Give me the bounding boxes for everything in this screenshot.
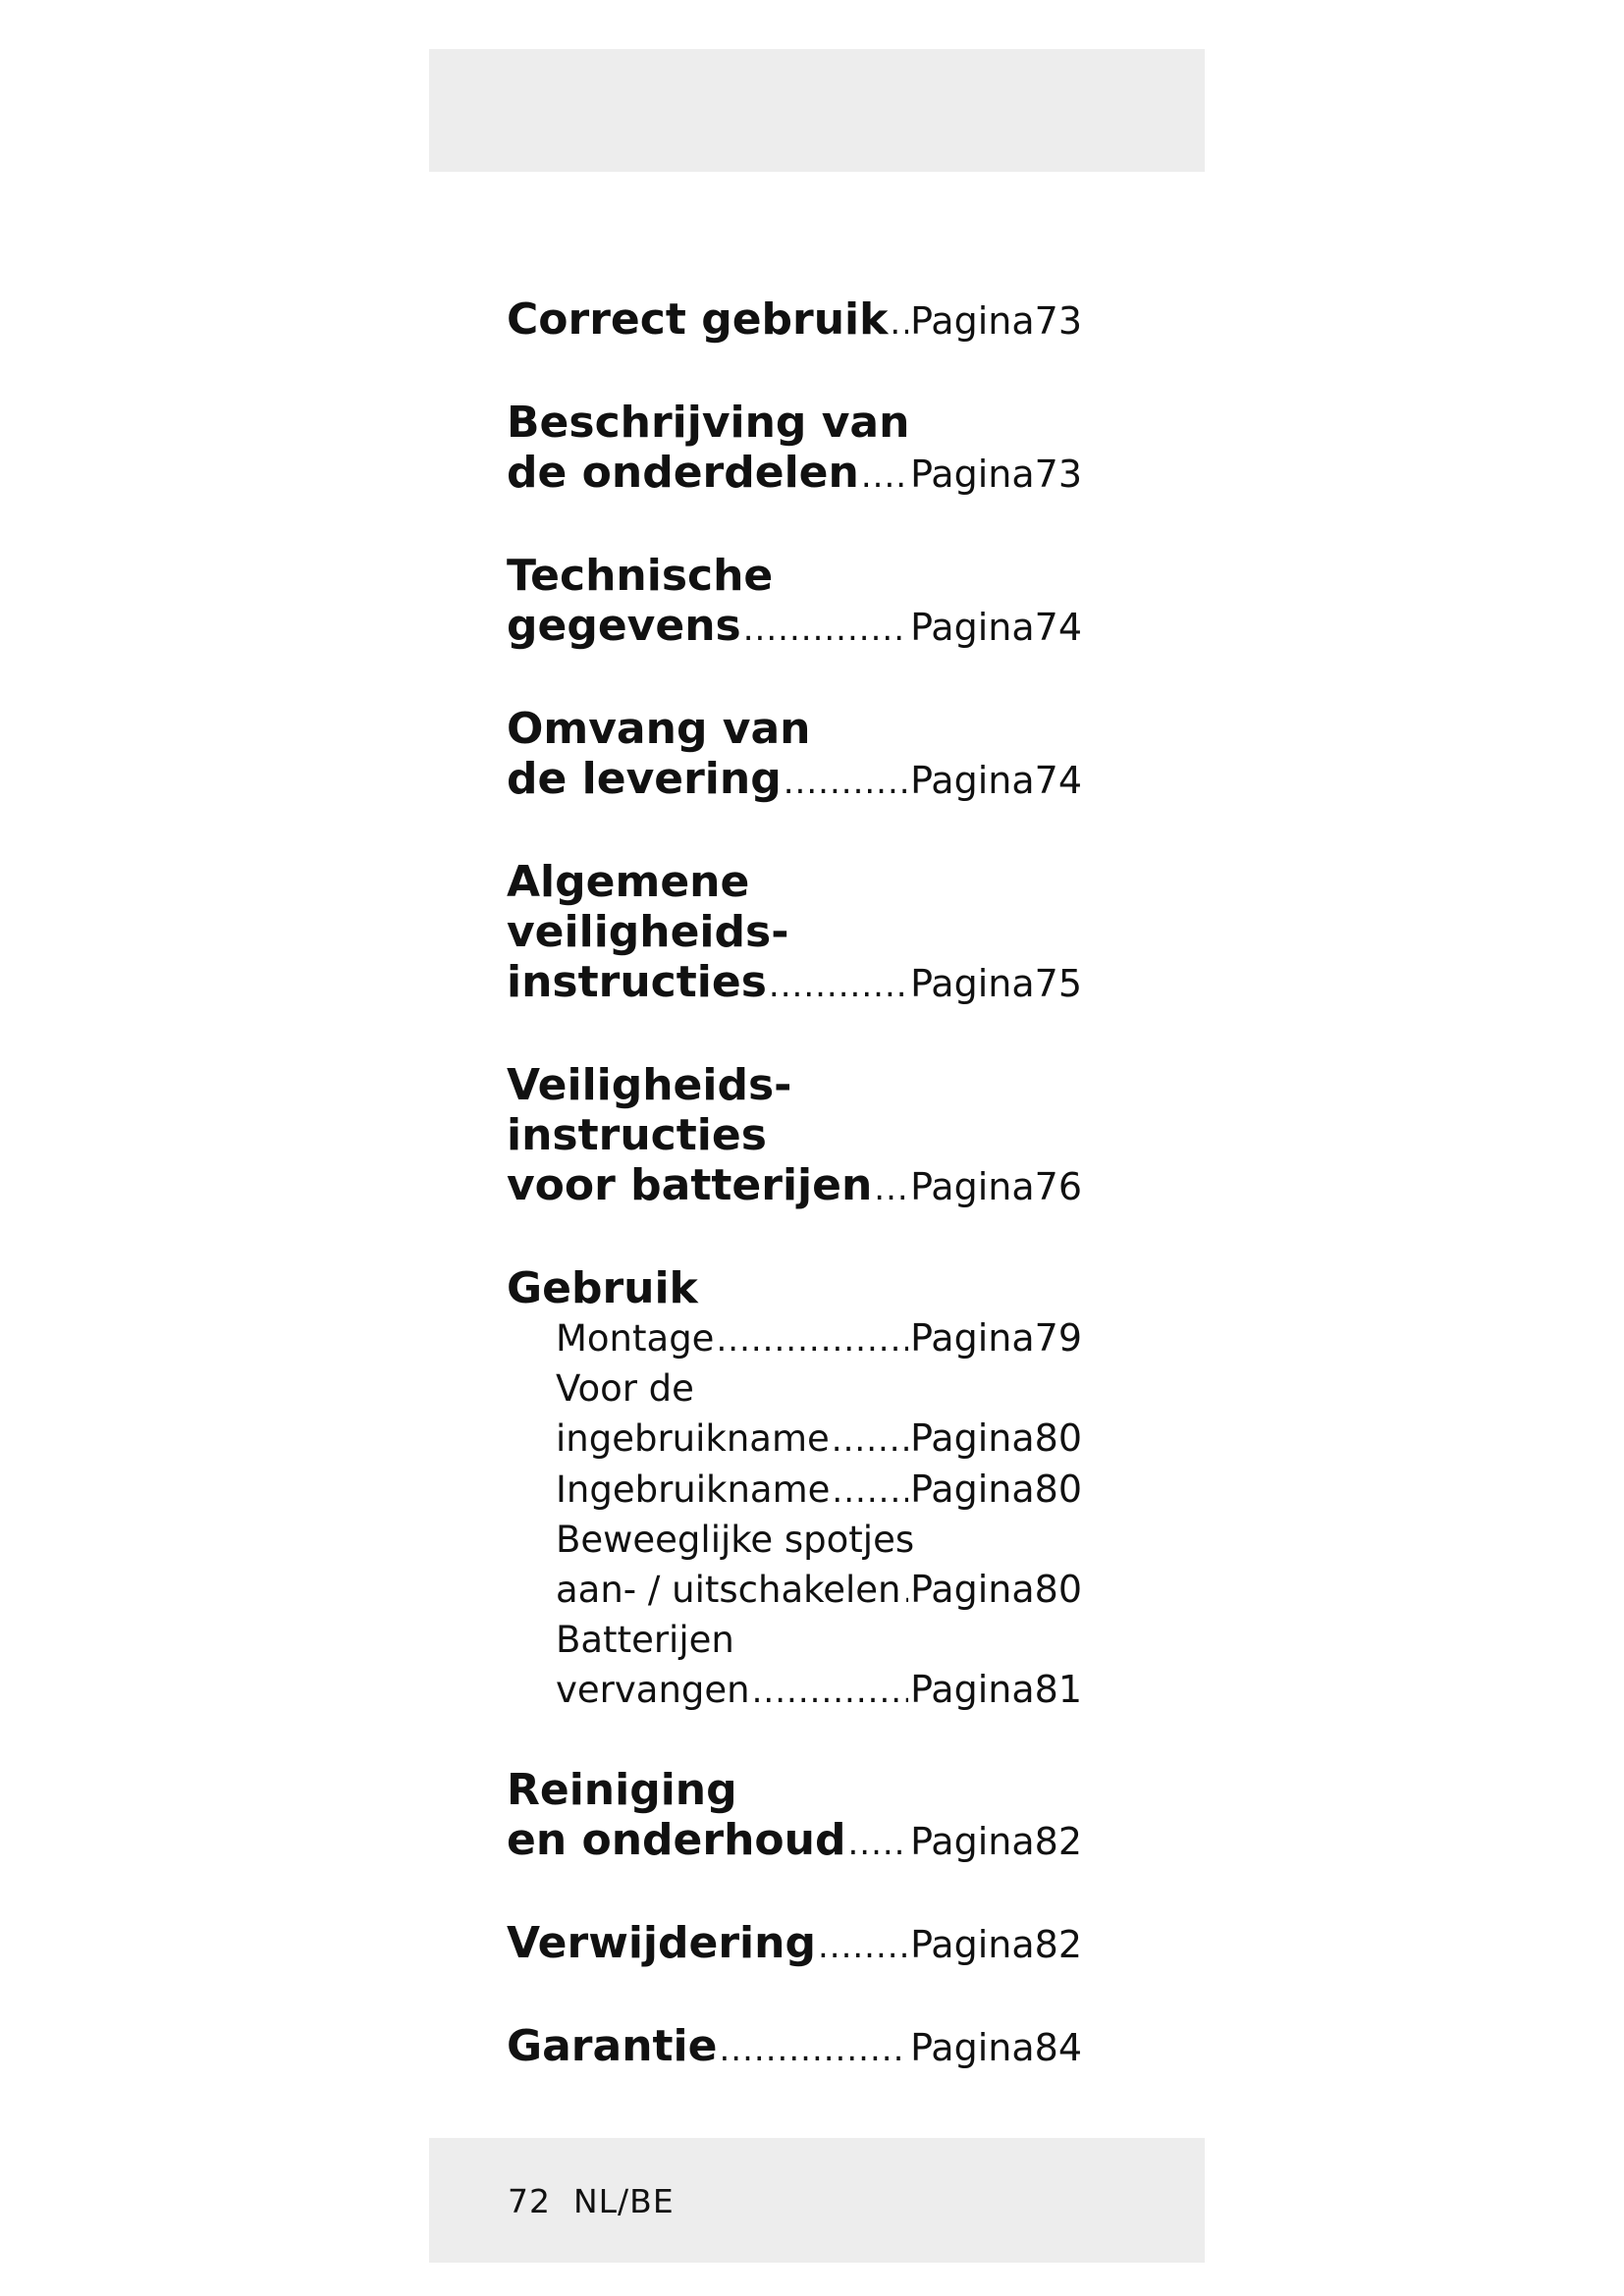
toc-subentry-line (556, 1616, 1082, 1665)
toc-subentry (556, 1616, 1082, 1716)
toc-entry (507, 704, 1082, 808)
toc-entry-title: voor batterijen (507, 1160, 873, 1210)
toc-entry-line (507, 754, 1082, 808)
toc-subentry-line (556, 1364, 1082, 1414)
toc-entry-line (507, 704, 1082, 754)
toc-entry-line (507, 1060, 1082, 1110)
toc-entry-line (507, 1765, 1082, 1815)
toc-entry-title: Correct gebruik (507, 294, 889, 345)
toc-entry (507, 1765, 1082, 1869)
toc-subentry (556, 1516, 1082, 1616)
page-number: 79 (1034, 1316, 1082, 1360)
dot-leader (874, 1164, 908, 1214)
toc-entry-line (507, 1815, 1082, 1869)
toc-entry-title: Gebruik (507, 1263, 698, 1313)
page-label: Pagina (910, 759, 1035, 802)
toc-entry-title: Reiniging (507, 1765, 737, 1815)
page-label: Pagina (910, 453, 1035, 496)
toc-subentry-title: Montage (556, 1317, 715, 1360)
toc-entry-line (507, 2021, 1082, 2075)
dot-leader (784, 758, 908, 808)
page-number: 76 (1034, 1165, 1082, 1208)
toc-subentry-line (556, 1414, 1082, 1465)
toc-entry-line (507, 1263, 1082, 1313)
page-number: 82 (1034, 1923, 1082, 1966)
dot-leader (861, 452, 908, 502)
page-number: 82 (1034, 1820, 1082, 1863)
toc-entry (507, 1263, 1082, 1716)
toc-subentry (556, 1465, 1082, 1516)
toc-entry-title: Omvang van (507, 704, 811, 754)
toc-entry-line (507, 551, 1082, 601)
toc-subentry-title: aan- / uitschakelen (556, 1569, 901, 1611)
toc-subentry-line (556, 1665, 1082, 1716)
toc-entry (507, 294, 1082, 348)
page-label: Pagina (910, 606, 1035, 649)
toc-entry-title: Veiligheids- (507, 1060, 792, 1110)
toc-entry-line (507, 1918, 1082, 1972)
toc-subentry-line (556, 1565, 1082, 1616)
toc-subentry-title: Batterijen (556, 1619, 734, 1661)
toc-entry-line (507, 1160, 1082, 1214)
toc-entry-title: Garantie (507, 2021, 718, 2071)
dot-leader (743, 605, 908, 655)
page-number: 73 (1034, 453, 1082, 496)
dot-leader (890, 298, 908, 348)
toc-entry (507, 398, 1082, 502)
dot-leader (832, 1467, 908, 1516)
page-number: 74 (1034, 759, 1082, 802)
toc-entry-title: veiligheids- (507, 907, 789, 957)
page-label: Pagina (910, 1668, 1035, 1711)
toc-entry (507, 1918, 1082, 1972)
toc-subentry-title: vervangen (556, 1669, 750, 1711)
footer-page-number: 72 (508, 2182, 551, 2220)
page-label: Pagina (910, 1468, 1035, 1511)
toc-entry-line (507, 957, 1082, 1011)
toc-subentry-title: Beweeglijke spotjes (556, 1519, 915, 1561)
dot-leader (769, 961, 908, 1011)
toc-entry-title: de onderdelen (507, 448, 859, 498)
page-label: Pagina (910, 2026, 1035, 2069)
toc-subentry-title: ingebruikname (556, 1417, 830, 1460)
page-number: 80 (1034, 1468, 1082, 1511)
dot-leader (752, 1667, 909, 1716)
page-label: Pagina (910, 1416, 1035, 1460)
dot-leader (719, 2025, 908, 2075)
dot-leader (832, 1415, 908, 1465)
toc-entry-title: instructies (507, 1110, 767, 1160)
page-label: Pagina (910, 1820, 1035, 1863)
toc-entry-title: gegevens (507, 601, 741, 651)
page-number: 81 (1034, 1668, 1082, 1711)
page-label: Pagina (910, 299, 1035, 343)
dot-leader (847, 1819, 908, 1869)
footer-band (429, 2138, 1205, 2263)
toc-entry-line (507, 857, 1082, 907)
toc-subentry-line (556, 1516, 1082, 1565)
header-band (429, 49, 1205, 172)
page-number: 80 (1034, 1416, 1082, 1460)
page-label: Pagina (910, 1316, 1035, 1360)
toc-subentry-title: Voor de (556, 1367, 694, 1410)
toc-subentry (556, 1313, 1082, 1364)
page-label: Pagina (910, 962, 1035, 1005)
toc-entry (507, 1060, 1082, 1214)
page-label: Pagina (910, 1165, 1035, 1208)
dot-leader (902, 1567, 908, 1616)
toc-entry-line (507, 294, 1082, 348)
toc-entry (507, 2021, 1082, 2075)
toc-subentries (507, 1313, 1082, 1716)
page-label: Pagina (910, 1568, 1035, 1611)
page-number: 73 (1034, 299, 1082, 343)
toc-entry-line (507, 601, 1082, 655)
page-label: Pagina (910, 1923, 1035, 1966)
toc-entry-title: Technische (507, 551, 774, 601)
toc-entry-title: en onderhoud (507, 1815, 846, 1865)
toc-entry (507, 857, 1082, 1011)
toc-subentry-title: Ingebruikname (556, 1468, 831, 1511)
toc-subentry-line (556, 1313, 1082, 1364)
toc-entry (507, 551, 1082, 655)
page-number: 80 (1034, 1568, 1082, 1611)
page-number: 84 (1034, 2026, 1082, 2069)
footer (508, 2182, 675, 2220)
toc-subentry-line (556, 1465, 1082, 1516)
page-number: 74 (1034, 606, 1082, 649)
dot-leader (818, 1922, 908, 1972)
toc-entry-title: Algemene (507, 857, 750, 907)
dot-leader (716, 1315, 908, 1364)
footer-locale: NL/BE (572, 2182, 675, 2220)
toc-entry-line (507, 907, 1082, 957)
table-of-contents (507, 294, 1082, 2124)
toc-subentry (556, 1364, 1082, 1465)
toc-entry-title: Verwijdering (507, 1918, 816, 1968)
toc-entry-title: instructies (507, 957, 767, 1007)
page-number: 75 (1034, 962, 1082, 1005)
toc-entry-line (507, 448, 1082, 502)
toc-entry-title: Beschrijving van (507, 398, 910, 448)
toc-entry-title: de levering (507, 754, 782, 804)
toc-entry-line (507, 398, 1082, 448)
toc-entry-line (507, 1110, 1082, 1160)
